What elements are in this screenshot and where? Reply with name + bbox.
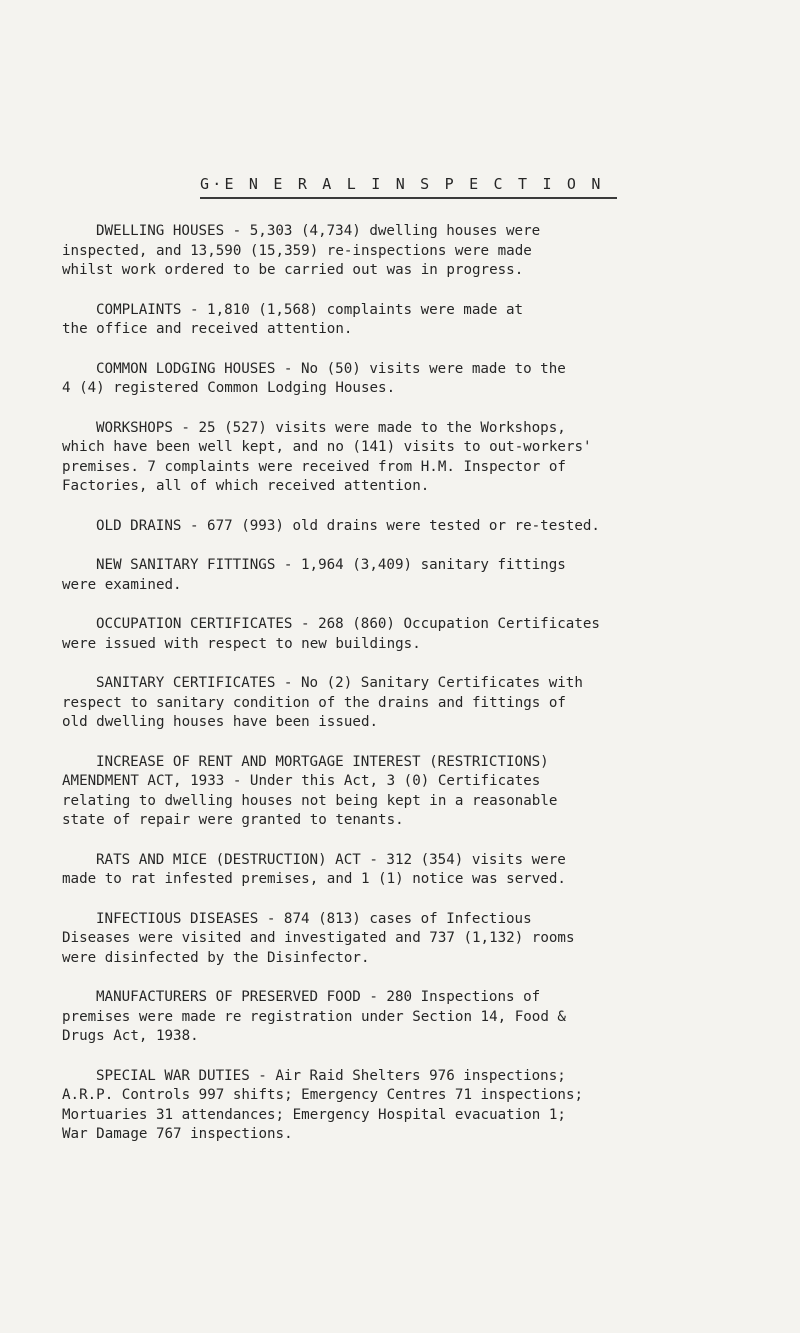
text-line: Diseases were visited and investigated and 737 (1,132) rooms — [62, 930, 575, 946]
text-line: Factories, all of which received attention. — [62, 478, 430, 494]
paragraph-rats-and-mice — [62, 851, 774, 890]
text-line: old dwelling houses have been issued. — [62, 714, 379, 730]
paragraph-workshops — [62, 419, 774, 497]
text-line: Mortuaries 31 attendances; Emergency Hospital evacuation 1; — [62, 1106, 566, 1123]
text-line: relating to dwelling houses not being kept in a reasonable — [62, 792, 558, 809]
report-body — [62, 222, 774, 1165]
text-line: were examined. — [62, 576, 182, 593]
text-line: SPECIAL WAR DUTIES - Air Raid Shelters 976 inspections; — [96, 1067, 566, 1084]
paragraph-occupation-certificates — [62, 615, 774, 654]
page-heading: G·E N E R A L I N S P E C T I O N — [200, 175, 604, 193]
text-line: MANUFACTURERS OF PRESERVED FOOD - 280 Inspections of — [96, 989, 541, 1005]
text-line: INCREASE OF RENT AND MORTGAGE INTEREST (RESTRICTIONS) — [96, 753, 549, 770]
paragraph-rent-restrictions-act — [62, 753, 774, 831]
text-line: AMENDMENT ACT, 1933 - Under this Act, 3 (0) Certificates — [62, 773, 541, 789]
text-line: made to rat infested premises, and 1 (1) notice was served. — [62, 871, 566, 887]
text-line: were issued with respect to new buildings. — [62, 635, 421, 652]
text-line: which have been well kept, and no (141) visits to out-workers' — [62, 439, 592, 455]
paragraph-special-war-duties — [62, 1067, 774, 1145]
paragraph-preserved-food — [62, 988, 774, 1047]
paragraph-sanitary-certificates — [62, 674, 774, 733]
text-line: SANITARY CERTIFICATES - No (2) Sanitary Certificates with — [96, 675, 583, 691]
text-line: inspected, and 13,590 (15,359) re-inspections were made — [62, 242, 532, 259]
text-line: WORKSHOPS - 25 (527) visits were made to the Workshops, — [96, 419, 566, 436]
text-line: whilst work ordered to be carried out was in progress. — [62, 262, 524, 278]
text-line: RATS AND MICE (DESTRUCTION) ACT - 312 (354) visits were — [96, 851, 566, 868]
paragraph-common-lodging-houses — [62, 360, 774, 399]
paragraph-dwelling-houses — [62, 222, 774, 281]
paragraph-complaints — [62, 301, 774, 340]
paragraph-new-sanitary-fittings — [62, 556, 774, 595]
text-line: DWELLING HOUSES - 5,303 (4,734) dwelling houses were — [96, 223, 541, 239]
paragraph-old-drains — [62, 517, 774, 537]
text-line: respect to sanitary condition of the drains and fittings of — [62, 694, 566, 711]
text-line: the office and received attention. — [62, 321, 353, 337]
text-line: COMMON LODGING HOUSES - No (50) visits were made to the — [96, 360, 566, 377]
text-line: COMPLAINTS - 1,810 (1,568) complaints were made at — [96, 301, 524, 318]
text-line: NEW SANITARY FITTINGS - 1,964 (3,409) sanitary fittings — [96, 557, 566, 573]
heading-underline — [200, 197, 617, 199]
paragraph-infectious-diseases — [62, 910, 774, 969]
text-line: 4 (4) registered Common Lodging Houses. — [62, 380, 396, 396]
text-line: OLD DRAINS - 677 (993) old drains were tested or re-tested. — [96, 517, 600, 534]
text-line: Drugs Act, 1938. — [62, 1028, 199, 1044]
text-line: War Damage 767 inspections. — [62, 1126, 293, 1142]
text-line: state of repair were granted to tenants. — [62, 812, 404, 828]
text-line: INFECTIOUS DISEASES - 874 (813) cases of Infectious — [96, 910, 532, 927]
text-line: premises. 7 complaints were received from H.M. Inspector of — [62, 458, 566, 475]
text-line: A.R.P. Controls 997 shifts; Emergency Centres 71 inspections; — [62, 1087, 584, 1103]
text-line: OCCUPATION CERTIFICATES - 268 (860) Occupation Certificates — [96, 616, 600, 632]
text-line: were disinfected by the Disinfector. — [62, 949, 370, 966]
text-line: premises were made re registration under Section 14, Food & — [62, 1008, 566, 1025]
